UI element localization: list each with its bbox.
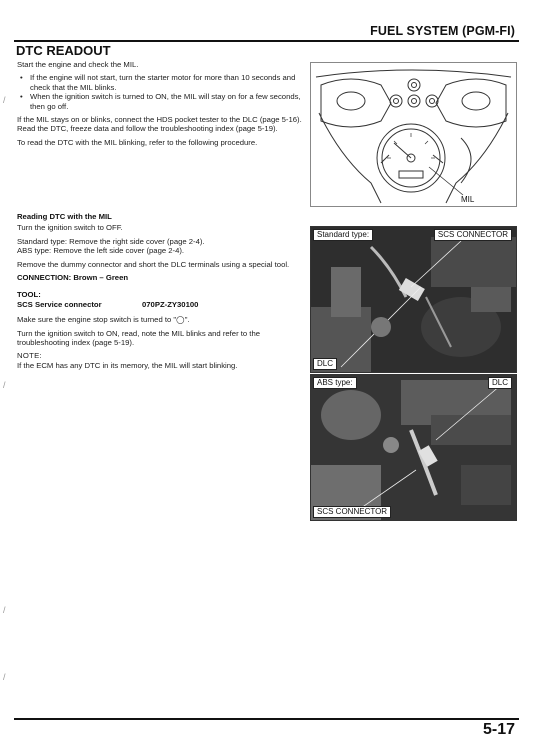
reading-paragraph: Turn the ignition switch to OFF. — [17, 223, 123, 233]
photo2-type-label: ABS type: — [313, 377, 357, 389]
bullet-text: When the ignition switch is turned to ON, the MIL will stay on for a few seconds, then go off. — [30, 92, 301, 111]
bullet-item — [17, 92, 307, 111]
reading-paragraph: Make sure the engine stop switch is turned to "◯". — [17, 315, 190, 325]
photo1-type-label: Standard type: — [313, 229, 373, 241]
mil-label: MIL — [461, 195, 475, 204]
bullet-item — [17, 73, 307, 92]
bullet-text: If the engine will not start, turn the starter motor for more than 10 seconds and check that the MIL blinks. — [30, 73, 296, 92]
instrument-cluster-illustration — [310, 62, 517, 207]
photo2-dlc-label: DLC — [488, 377, 512, 389]
reading-paragraph: Standard type: Remove the right side cover (page 2-4). — [17, 236, 205, 246]
bullet-dot-icon: • — [20, 73, 23, 83]
abs-type-photo — [310, 374, 517, 521]
footer-rule — [14, 718, 519, 720]
tool-name: SCS Service connector — [17, 299, 102, 309]
intro-paragraph: Read the DTC, freeze data and follow the troubleshooting index (page 5-19). — [17, 124, 278, 134]
photo1-dlc-label: DLC — [313, 358, 337, 370]
tool-number: 070PZ-ZY30100 — [142, 299, 199, 309]
page-title: DTC READOUT — [16, 43, 111, 58]
photo2-scs-connector-label: SCS CONNECTOR — [313, 506, 391, 518]
reading-paragraph: Remove the dummy connector and short the DLC terminals using a special tool. — [17, 259, 290, 269]
margin-mark: / — [3, 95, 6, 105]
note-label: NOTE: — [17, 351, 42, 361]
standard-type-photo — [310, 226, 517, 373]
speedometer-drawing — [311, 63, 516, 206]
abs-type-photo-drawing — [311, 375, 516, 520]
note-text: If the ECM has any DTC in its memory, the MIL will start blinking. — [17, 360, 238, 370]
reading-paragraph: Turn the ignition switch to ON, read, note the MIL blinks and refer to the troubleshooting index (page 5-19). — [17, 328, 260, 348]
intro-text — [17, 60, 307, 151]
reading-text — [17, 212, 307, 374]
page-number: 5-17 — [482, 721, 515, 738]
intro-lead: Start the engine and check the MIL. — [17, 60, 139, 69]
margin-mark: / — [3, 605, 6, 615]
photo1-scs-connector-label: SCS CONNECTOR — [434, 229, 512, 241]
connection-spec: CONNECTION: Brown – Green — [17, 273, 129, 283]
intro-paragraph: If the MIL stays on or blinks, connect the HDS pocket tester to the DLC (page 5-16). — [17, 115, 302, 125]
margin-mark: / — [3, 672, 6, 682]
standard-type-photo-drawing — [311, 227, 516, 372]
reading-paragraph: ABS type: Remove the left side cover (page 2-4). — [17, 246, 185, 256]
intro-paragraph: To read the DTC with the MIL blinking, refer to the following procedure. — [17, 137, 258, 147]
margin-mark: / — [3, 380, 6, 390]
header-rule — [14, 40, 519, 42]
bullet-dot-icon: • — [20, 92, 23, 102]
section-header: FUEL SYSTEM (PGM-FI) — [370, 24, 515, 38]
tool-heading: TOOL: — [17, 290, 41, 300]
tool-row — [17, 300, 307, 309]
reading-heading: Reading DTC with the MIL — [17, 212, 112, 221]
